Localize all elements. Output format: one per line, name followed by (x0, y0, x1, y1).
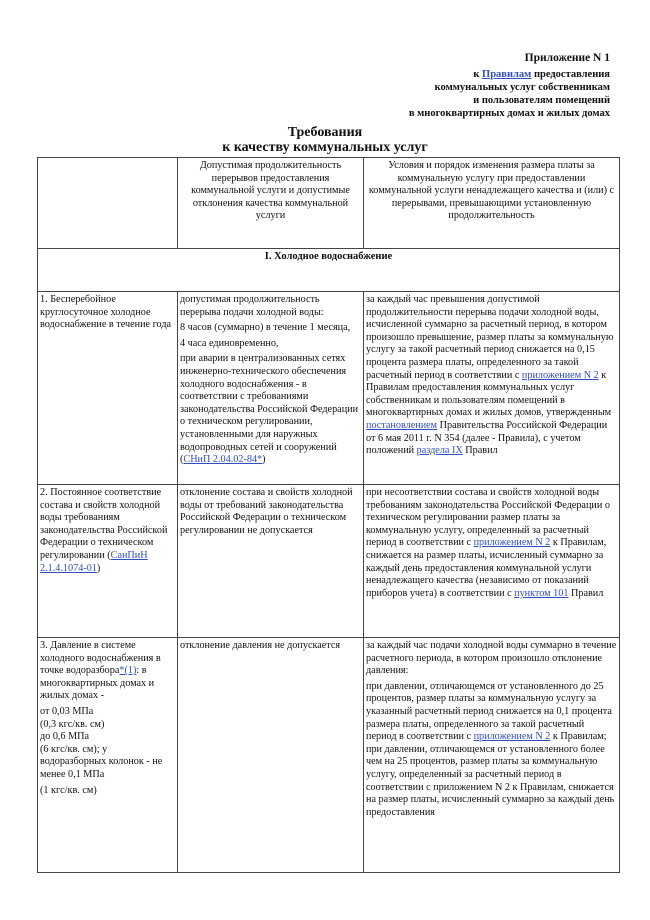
row1-tolerance-p2: 8 часов (суммарно) в течение 1 месяца, (180, 322, 351, 334)
appendix-line-rules (409, 68, 610, 81)
clause-101-link[interactable]: пунктом 101 (514, 587, 569, 599)
row3-requirement-p6: (1 кгс/кв. см) (40, 784, 97, 796)
table-row (38, 638, 620, 873)
row2-conditions-a: при несоответствии состава и свойств холодной воды требованиям законодательства Российской Федерации о техническом регулировании размер платы за коммунальную услугу, определенный за расчетный период в соответствии с (366, 487, 610, 549)
table-row (38, 485, 620, 638)
row3-conditions-p3: при давлении, отличающемся от установленного более чем на 25 процентов, размер платы за коммунальную услугу, определенный за расчетный период в соответствии с приложением N 2 к Правилам, снижается на размер платы, исчисленный суммарно за каждый день предоставления (366, 743, 615, 818)
snip-link[interactable]: СНиП 2.04.02-84* (183, 454, 263, 466)
table-header-row (38, 158, 620, 249)
row3-requirement-p1 (40, 640, 175, 703)
header-cell-3: Условия и порядок изменения размера платы за коммунальную услугу при предоставлении коммунальной услуги ненадлежащего качества и (или) с перерывами, превышающими установленную продолжительность (364, 158, 620, 249)
row3-requirement-p1-text: 3. Давление в системе холодного водоснабжения в точке водоразбора (40, 640, 161, 677)
row3-requirement-p1-end: : в многоквартирных домах и жилых домах - (40, 665, 155, 702)
row1-tolerance-p3: 4 часа единовременно, (180, 337, 279, 349)
header-cell-2: Допустимая продолжительность перерывов предоставления коммунальной услуги и допустимые отклонения качества коммунальной услуги (178, 158, 364, 249)
row3-conditions-p2-text: при давлении, отличающемся от установленного до 25 процентов, размер платы за коммунальную услугу за указанный расчетный период снижается на 0,1 процента размера платы, определенного за такой расчетный период в соответствии с (366, 680, 612, 743)
header-cell-1 (38, 158, 178, 249)
document-title (0, 125, 650, 155)
appendix2-link[interactable]: приложением N 2 (473, 731, 551, 743)
appendix-line-5: в многоквартирных домах и жилых домах (408, 108, 610, 119)
row2-requirement (38, 485, 178, 638)
row3-conditions-p2-end: к Правилам; (550, 731, 607, 743)
section-row (38, 249, 620, 292)
row1-conditions-b: к Правилам предоставления коммунальных услуг собственникам и пользователям помещений в многоквартирных домах и жилых домов, утвержденным (366, 369, 612, 419)
row1-tolerance-p4-end: ) (262, 454, 266, 466)
section-ix-link[interactable]: раздела IX (416, 445, 463, 457)
section-title: I. Холодное водоснабжение (38, 249, 620, 292)
row2-requirement-end: ) (96, 562, 101, 574)
row2-tolerance: отклонение состава и свойств холодной воды от требований законодательства Российской Федерации о техническом регулировании не допускается (178, 485, 364, 638)
row3-requirement-p3: (0,3 кгс/кв. см) (40, 718, 105, 730)
row3-payment-conditions (364, 638, 620, 873)
row1-conditions-a: за каждый час превышения допустимой продолжительности перерыва подачи холодной воды, исчисленной суммарно за расчетный период, в котором произошло превышение, размер платы за коммунальную услугу за такой расчетный период снижается на 0,15 процента размера платы, определенного за такой расчетный период в соответствии с (366, 294, 614, 381)
resolution-link[interactable]: постановлением (366, 419, 438, 431)
row3-conditions-p2 (366, 681, 617, 744)
row2-conditions-b: к Правилам, снижается на размер платы, исчисленный суммарно за каждый день предоставления коммунальной услуги ненадлежащего качества (независимо от показаний приборов учета) в соответствии с (366, 537, 607, 599)
row3-requirement (38, 638, 178, 873)
title-line-1: Требования (287, 125, 363, 140)
row1-tolerance-p4 (180, 353, 361, 466)
row2-requirement-text: 2. Постоянное соответствие состава и свойств холодной воды требованиям законодательства Российской Федерации о техническом регулировании ( (40, 487, 168, 561)
appendix-prefix: к (473, 69, 483, 80)
table-row (38, 292, 620, 485)
row1-tolerance-p1: допустимая продолжительность перерыва подачи холодной воды: (180, 294, 324, 318)
row1-conditions-c: Правительства Российской Федерации от 6 мая 2011 г. N 354 (далее - Правила), с учетом положений (366, 419, 608, 457)
appendix-line-3: коммунальных услуг собственникам (434, 82, 610, 93)
row3-requirement-p2: от 0,03 МПа (40, 705, 94, 717)
appendix2-link[interactable]: приложением N 2 (473, 537, 551, 549)
rules-link[interactable]: Правилам (482, 69, 532, 80)
row1-tolerance-p4-text: при аварии в централизованных сетях инженерно-технического обеспечения холодного водоснабжения - в соответствии с требованиями законодательства Российской Федерации о техническом регулировании, установленными для наружных водопроводных сетей и сооружений ( (180, 353, 359, 466)
row1-payment-conditions (364, 292, 620, 485)
row3-requirement-p4: до 0,6 МПа (40, 731, 90, 743)
appendix-title: Приложение N 1 (524, 52, 610, 64)
row3-conditions-p1: за каждый час подачи холодной воды суммарно в течение расчетного периода, в котором произошло отклонение давления: (366, 640, 617, 677)
appendix-line-4: и пользователям помещений (473, 95, 610, 106)
row2-conditions-c: Правил (568, 587, 604, 599)
appendix-header (409, 52, 610, 120)
footnote-1-link[interactable]: *(1) (119, 665, 137, 677)
title-line-2: к качеству коммунальных услуг (222, 140, 428, 155)
requirements-table (37, 157, 620, 873)
appendix2-link[interactable]: приложением N 2 (521, 369, 599, 381)
appendix-suffix: предоставления (531, 69, 610, 80)
row3-tolerance: отклонение давления не допускается (178, 638, 364, 873)
row1-tolerance (178, 292, 364, 485)
row1-conditions-d: Правил (462, 445, 498, 457)
sanpin-link[interactable]: СанПиН 2.1.4.1074-01 (40, 549, 148, 574)
row2-payment-conditions (364, 485, 620, 638)
row3-requirement-p5: (6 кгс/кв. см); у водоразборных колонок - не менее 0,1 МПа (40, 743, 163, 780)
row1-requirement: 1. Бесперебойное круглосуточное холодное водоснабжение в течение года (38, 292, 178, 485)
